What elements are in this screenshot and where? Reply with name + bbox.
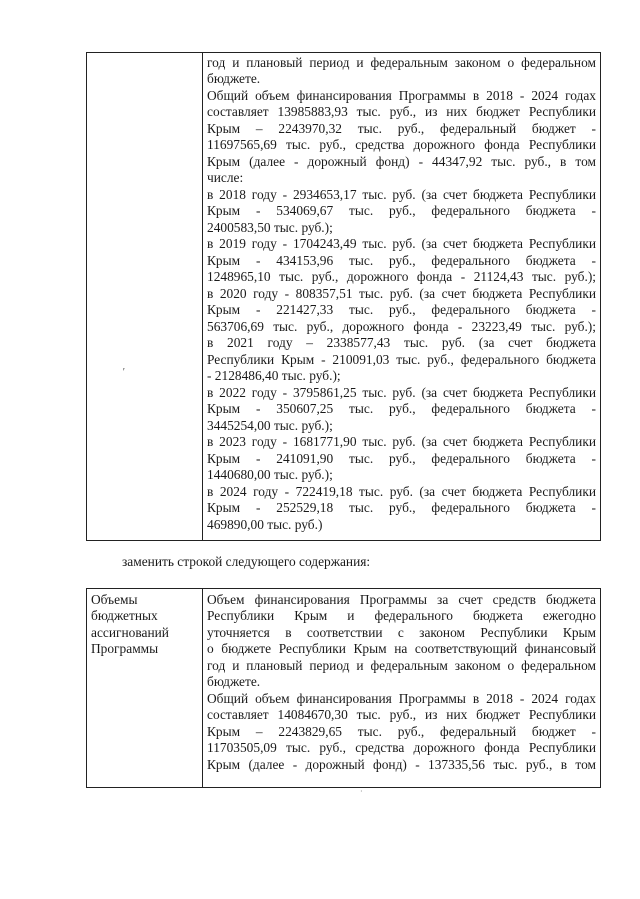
content-cell <box>203 53 600 540</box>
label-line: бюджетных <box>91 608 158 623</box>
text-line: 11703505,09 тыс. руб., средства дорожного фонда Республики <box>207 740 596 755</box>
text-line: в 2019 году - 1704243,49 тыс. руб. (за счет бюджета Республики <box>207 236 596 251</box>
text-line: в 2022 году - 3795861,25 тыс. руб. (за счет бюджета Республики <box>207 385 596 400</box>
text-line: бюджете. <box>207 71 261 86</box>
text-line: Республики Крым - 210091,03 тыс. руб., федерального бюджета <box>207 352 596 367</box>
text-line: составляет 13985883,93 тыс. руб., из них бюджет Республики <box>207 104 596 119</box>
label-line: Программы <box>91 641 159 656</box>
text-line: бюджете. <box>207 674 261 689</box>
text-line: Крым - 350607,25 тыс. руб., федерального бюджета - <box>207 401 596 416</box>
text-line: Республики Крым и федерального бюджета ежегодно <box>207 608 596 623</box>
text-line: год и плановый период и федеральным законом о федеральном <box>207 658 596 673</box>
text-line: составляет 14084670,30 тыс. руб., из них бюджет Республики <box>207 707 596 722</box>
text-line: Крым - 252529,18 тыс. руб., федерального бюджета - <box>207 500 596 515</box>
text-line: Крым – 2243970,32 тыс. руб., федеральный бюджет - <box>207 121 596 136</box>
budget-table-old <box>86 52 601 541</box>
text-line: Крым - 221427,33 тыс. руб., федерального бюджета - <box>207 302 596 317</box>
text-line: в 2018 году - 2934653,17 тыс. руб. (за счет бюджета Республики <box>207 187 596 202</box>
text-line: 11697565,69 тыс. руб., средства дорожного фонда Республики <box>207 137 596 152</box>
text-line: год и плановый период и федеральным законом о федеральном <box>207 55 596 70</box>
text-line: Объем финансирования Программы за счет средств бюджета <box>207 592 596 607</box>
text-line: Общий объем финансирования Программы в 2018 - 2024 годах <box>207 88 596 103</box>
text-line: Крым - 241091,90 тыс. руб., федерального бюджета - <box>207 451 596 466</box>
label-line: Объемы <box>91 592 138 607</box>
text-line: 3445254,00 тыс. руб.); <box>207 418 333 433</box>
text-line: Крым - 434153,96 тыс. руб., федерального бюджета - <box>207 253 596 268</box>
budget-table-new <box>86 588 601 788</box>
text-line: 563706,69 тыс. руб., дорожного фонда - 23223,49 тыс. руб.); <box>207 319 596 334</box>
label-cell-empty <box>87 53 203 540</box>
text-line: о бюджете Республики Крым на соответствующий финансовый <box>207 641 596 656</box>
text-line: 1248965,10 тыс. руб., дорожного фонда - 21124,43 тыс. руб.); <box>207 269 596 284</box>
text-line: Крым (далее - дорожный фонд) - 44347,92 тыс. руб., в том <box>207 154 596 169</box>
text-line: Крым (далее - дорожный фонд) - 137335,56 тыс. руб., в том <box>207 757 596 772</box>
text-line: в 2021 году – 2338577,43 тыс. руб. (за счет бюджета <box>207 335 596 350</box>
text-line: в 2024 году - 722419,18 тыс. руб. (за счет бюджета Республики <box>207 484 596 499</box>
text-line: 1440680,00 тыс. руб.); <box>207 467 333 482</box>
text-line: Крым – 2243829,65 тыс. руб., федеральный бюджет - <box>207 724 596 739</box>
label-line: ассигнований <box>91 625 169 640</box>
text-line: в 2020 году - 808357,51 тыс. руб. (за счет бюджета Республики <box>207 286 596 301</box>
content-cell <box>203 589 600 787</box>
text-line: уточняется в соответствии с законом Республики Крым <box>207 625 596 640</box>
text-line: 469890,00 тыс. руб.) <box>207 517 323 532</box>
text-line: числе: <box>207 170 244 185</box>
text-line: 2400583,50 тыс. руб.); <box>207 220 333 235</box>
marginal-mark: ' <box>122 366 125 378</box>
label-cell <box>87 589 203 787</box>
text-line: Общий объем финансирования Программы в 2018 - 2024 годах <box>207 691 596 706</box>
text-line: - 2128486,40 тыс. руб.); <box>207 368 341 383</box>
text-line: в 2023 году - 1681771,90 тыс. руб. (за счет бюджета Республики <box>207 434 596 449</box>
scan-speck: · <box>360 787 363 796</box>
text-line: Крым - 534069,67 тыс. руб., федерального бюджета - <box>207 203 596 218</box>
intro-text: заменить строкой следующего содержания: <box>122 554 371 569</box>
